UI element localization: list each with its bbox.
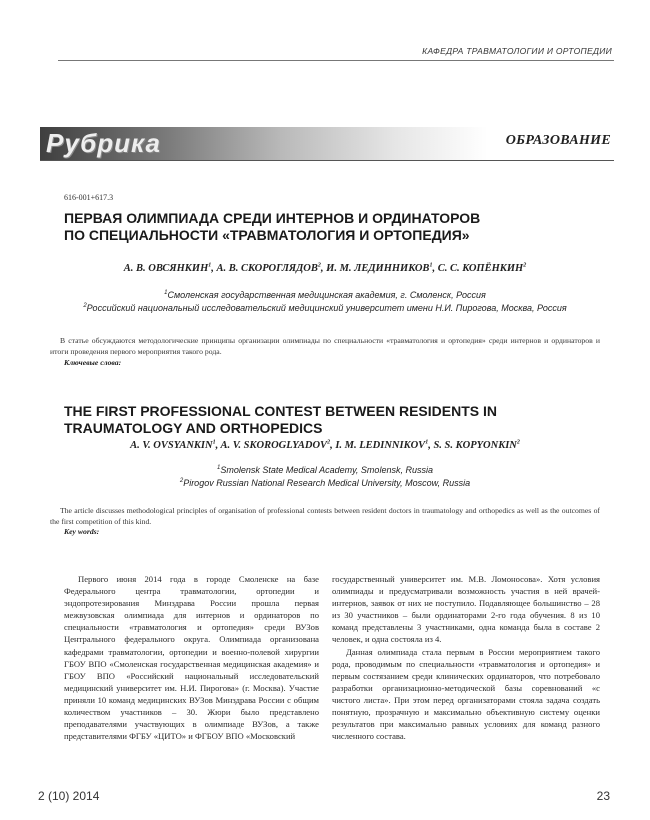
- section-label: ОБРАЗОВАНИЕ: [505, 133, 611, 148]
- affiliation-text: Российский национальный исследовательский медицинский университет имени Н.И. Пирогова, Москва, Россия: [86, 303, 567, 313]
- author-sup: 2: [523, 262, 527, 269]
- author-sup: 2: [317, 262, 321, 269]
- keywords-label-ru: Ключевые слова:: [64, 358, 122, 367]
- affiliation-sup: 2: [179, 478, 184, 484]
- affiliation-text: Smolensk State Medical Academy, Smolensk, Russia: [220, 465, 433, 475]
- footer-issue: 2 (10) 2014: [38, 789, 100, 803]
- affiliation-sup: 2: [83, 303, 87, 309]
- affiliation-sup: 1: [164, 290, 168, 296]
- udc-code: 616-001+617.3: [64, 193, 114, 202]
- title-ru-line: ПЕРВАЯ ОЛИМПИАДА СРЕДИ ИНТЕРНОВ И ОРДИНАТОРОВ: [64, 210, 481, 226]
- author-sup: 2: [516, 439, 520, 446]
- affiliation: [20, 302, 630, 315]
- abstract-ru: В статье обсуждаются методологические принципы организации олимпиады по специальности «травматология и ортопедия» среди интернов и ординаторов и итоги проведения первого мероприятия такого рода.: [50, 336, 600, 356]
- author: A. V. OVSYANKIN: [130, 440, 213, 451]
- affiliation: [20, 289, 630, 302]
- body-paragraph: Данная олимпиада стала первым в России мероприятием такого рода, проводимым по специальности «травматология и ортопедия» и первым состязанием среди клинических ординаторов, что потребовало разработки организационно-методической базы соревнований «с чистого листа». При этом перед организаторами стояла задача создать понятную, прозрачную и максимально объективную систему оценки результатов при максимально равных условиях для команд разного численного состава.: [332, 646, 600, 742]
- title-en-line: THE FIRST PROFESSIONAL CONTEST BETWEEN RESIDENTS IN: [64, 403, 497, 419]
- author: S. S. KOPYONKIN: [433, 440, 517, 451]
- author-sup: 1: [425, 439, 429, 446]
- author: И. М. ЛЕДИННИКОВ: [326, 263, 430, 274]
- body-paragraph: государственный университет им. М.В. Ломоносова». Хотя условия олимпиады и предусматривали возможность участия в ней врачей-интернов, заявок от них не поступило. Подавляющее большинство – 28 из 30 участников – были ординаторами 2-го года обучения. 8 из 10 команд представлены 3 участниками, одна команда была в составе 2 человек, и одна состояла из 4.: [332, 574, 600, 645]
- author: А. В. СКОРОГЛЯДОВ: [216, 263, 318, 274]
- body-paragraph: Первого июня 2014 года в городе Смоленске на базе Федерального центра травматологии, ортопедии и эндопротезирования Минздрава России прошла первая межвузовская олимпиада для интернов и ординаторов по специальности «травматология и ортопедия» среди ВУЗов Центрального федерального округа. Олимпиада организована кафедрами травматологии, ортопедии и военно-полевой хирургии ГБОУ ВПО «Смоленская государственная медицинская академия» и ГБОУ ВПО «Российский национальный исследовательский медицинский университет им. Н.И. Пирогова» (г. Москва). Участие приняли 10 команд медицинских ВУЗов Минздрава России с общим количеством участников – 30. Жюри было представлено преподавателями участвующих в олимпиаде ВУЗов, а также представителями ФГБУ «ЦИТО» и ФГБОУ ВПО «Московский: [64, 574, 319, 742]
- author: A. V. SKOROGLYADOV: [220, 440, 328, 451]
- affiliations-ru: [20, 289, 630, 315]
- body-column-right: [332, 573, 600, 742]
- author-sup: 1: [208, 262, 212, 269]
- abstract-en: The article discusses methodological principles of organisation of professional contests between resident doctors in traumatology and orthopedics as well as the outcomes of the first competition of this kind.: [50, 506, 600, 526]
- title-en: [64, 403, 584, 437]
- author-sup: 1: [212, 439, 216, 446]
- author-sup: 1: [429, 262, 433, 269]
- author: С. С. КОПЁНКИН: [437, 263, 524, 274]
- running-header: КАФЕДРА ТРАВМАТОЛОГИИ И ОРТОПЕДИИ: [422, 46, 612, 56]
- affiliation: [40, 464, 610, 477]
- affiliations-en: [40, 464, 610, 490]
- title-en-line: TRAUMATOLOGY AND ORTHOPEDICS: [64, 420, 323, 436]
- author: А. В. ОВСЯНКИН: [123, 263, 209, 274]
- author: I. M. LEDINNIKOV: [335, 440, 426, 451]
- title-ru: [64, 210, 584, 244]
- title-ru-line: ПО СПЕЦИАЛЬНОСТИ «ТРАВМАТОЛОГИЯ И ОРТОПЕДИЯ»: [64, 227, 470, 243]
- page-number: 23: [596, 789, 610, 803]
- keywords-label-en: Key words:: [64, 527, 100, 536]
- affiliation-sup: 1: [217, 465, 221, 471]
- header-rule: [58, 60, 614, 61]
- rubric-rule: [40, 160, 614, 161]
- affiliation-text: Pirogov Russian National Research Medical University, Moscow, Russia: [183, 478, 471, 488]
- rubric-word: Рубрика: [46, 128, 161, 158]
- authors-en: A. V. OVSYANKIN$^1$, A. V. SKOROGLYADOV$^2$, I. M. LEDINNIKOV$^1$, S. S. KOPYONKIN$^2$: [130, 439, 520, 451]
- authors-ru: А. В. ОВСЯНКИН$^1$, А. В. СКОРОГЛЯДОВ$^2$, И. М. ЛЕДИННИКОВ$^1$, С. С. КОПЁНКИН$^2$: [123, 262, 527, 274]
- body-column-left: [64, 573, 319, 742]
- affiliation-text: Смоленская государственная медицинская академия, г. Смоленск, Россия: [167, 290, 486, 300]
- affiliation: [40, 477, 610, 490]
- author-sup: 2: [327, 439, 331, 446]
